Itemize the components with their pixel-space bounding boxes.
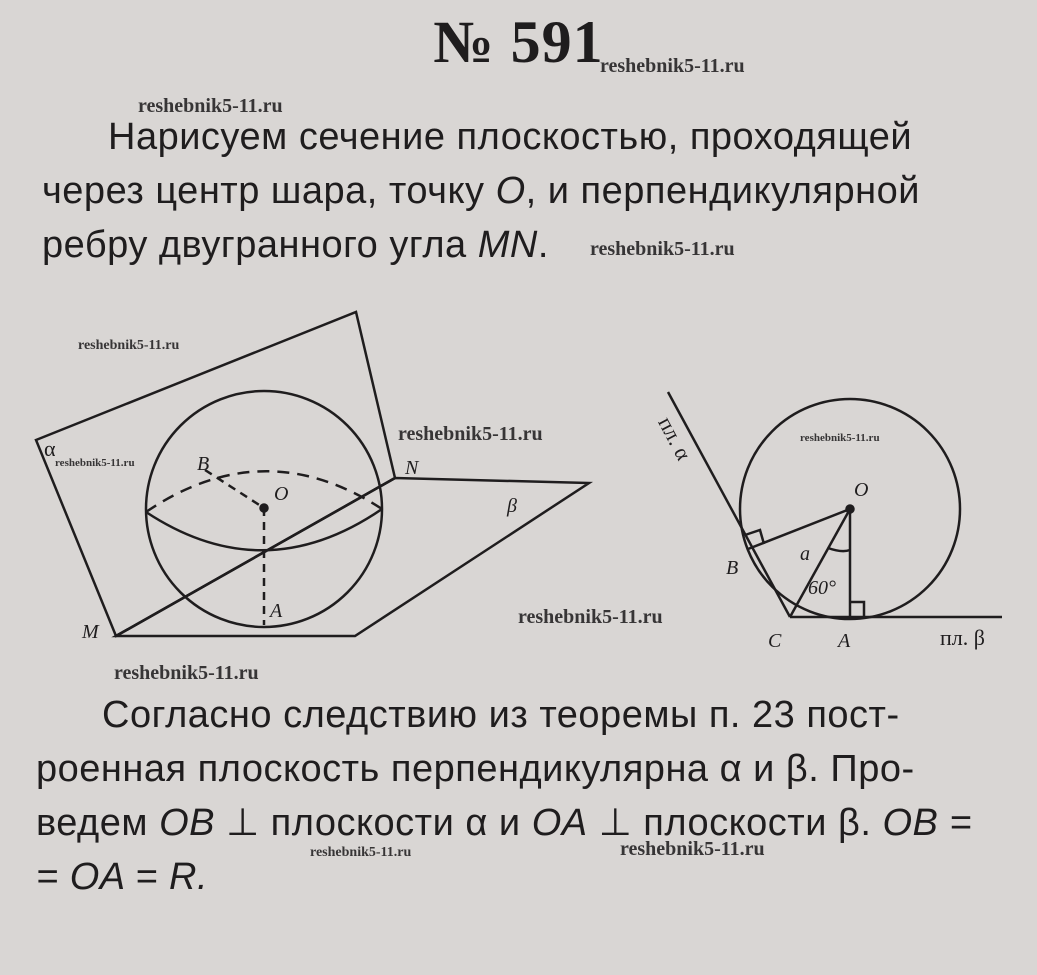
label-radius-a: a [800, 543, 810, 565]
watermark: reshebnik5-11.ru [620, 838, 765, 860]
trace-plane-alpha [668, 392, 790, 617]
watermark: reshebnik5-11.ru [114, 662, 259, 684]
right-angle-a [850, 602, 864, 617]
conclusion-text: ⊥ плоскости β. [587, 802, 883, 844]
watermark: reshebnik5-11.ru [310, 845, 412, 860]
intro-line-1: Нарисуем сечение плоскостью, проходящей [108, 116, 913, 158]
watermark: reshebnik5-11.ru [55, 457, 135, 469]
label-point-n: N [405, 457, 419, 479]
label-plane-beta: пл. β [940, 625, 985, 650]
center-point [261, 505, 268, 512]
watermark: reshebnik5-11.ru [590, 238, 735, 260]
conclusion-paragraph [36, 688, 972, 904]
label-point-o: O [274, 483, 289, 505]
conclusion-line-4: = OA = R. [36, 856, 209, 898]
label-point-b-2d: B [726, 557, 739, 579]
intro-text: . [537, 224, 549, 266]
plane-alpha [36, 312, 395, 636]
conclusion-text: ведем [36, 802, 160, 844]
intro-text: ребру двугранного угла [42, 224, 478, 266]
segment-ob-ref: OB [159, 802, 215, 844]
watermark: reshebnik5-11.ru [600, 55, 745, 77]
label-alpha: α [44, 436, 56, 461]
intro-text: , и перпендикулярной [525, 170, 920, 212]
segment-ob [205, 470, 264, 508]
segment-oc-2d [790, 509, 850, 617]
conclusion-line-2: роенная плоскость перпендикулярна α и β. Про- [36, 748, 915, 790]
point-o-ref: O [495, 170, 526, 212]
figure-sphere-dihedral [36, 312, 589, 636]
label-beta: β [507, 495, 517, 517]
conclusion-line-1: Согласно следствию из теоремы п. 23 пост- [102, 694, 900, 736]
watermark: reshebnik5-11.ru [800, 432, 880, 444]
label-plane-alpha: пл. α [653, 412, 697, 465]
watermark: reshebnik5-11.ru [78, 338, 180, 353]
watermark: reshebnik5-11.ru [398, 423, 543, 445]
conclusion-text: ⊥ плоскости α и [214, 802, 532, 844]
label-point-a-2d: A [838, 630, 851, 652]
segment-ob-ref: OB = [882, 802, 973, 844]
problem-title: № 591 [433, 9, 604, 75]
label-point-a: A [270, 600, 283, 622]
center-point-2d [847, 506, 854, 513]
conclusion-line-3 [36, 796, 972, 850]
label-point-m: M [82, 621, 99, 643]
intro-text: через центр шара, точку [42, 170, 496, 212]
watermark: reshebnik5-11.ru [138, 95, 283, 117]
label-angle-60: 60° [808, 577, 836, 599]
segment-oa-ref: OA [531, 802, 588, 844]
label-point-c: C [768, 630, 782, 652]
label-center-o: O [854, 479, 869, 501]
edge-mn-ref: MN [477, 224, 538, 266]
label-point-b: B [197, 453, 210, 475]
angle-arc-60 [828, 548, 850, 551]
watermark: reshebnik5-11.ru [518, 606, 663, 628]
